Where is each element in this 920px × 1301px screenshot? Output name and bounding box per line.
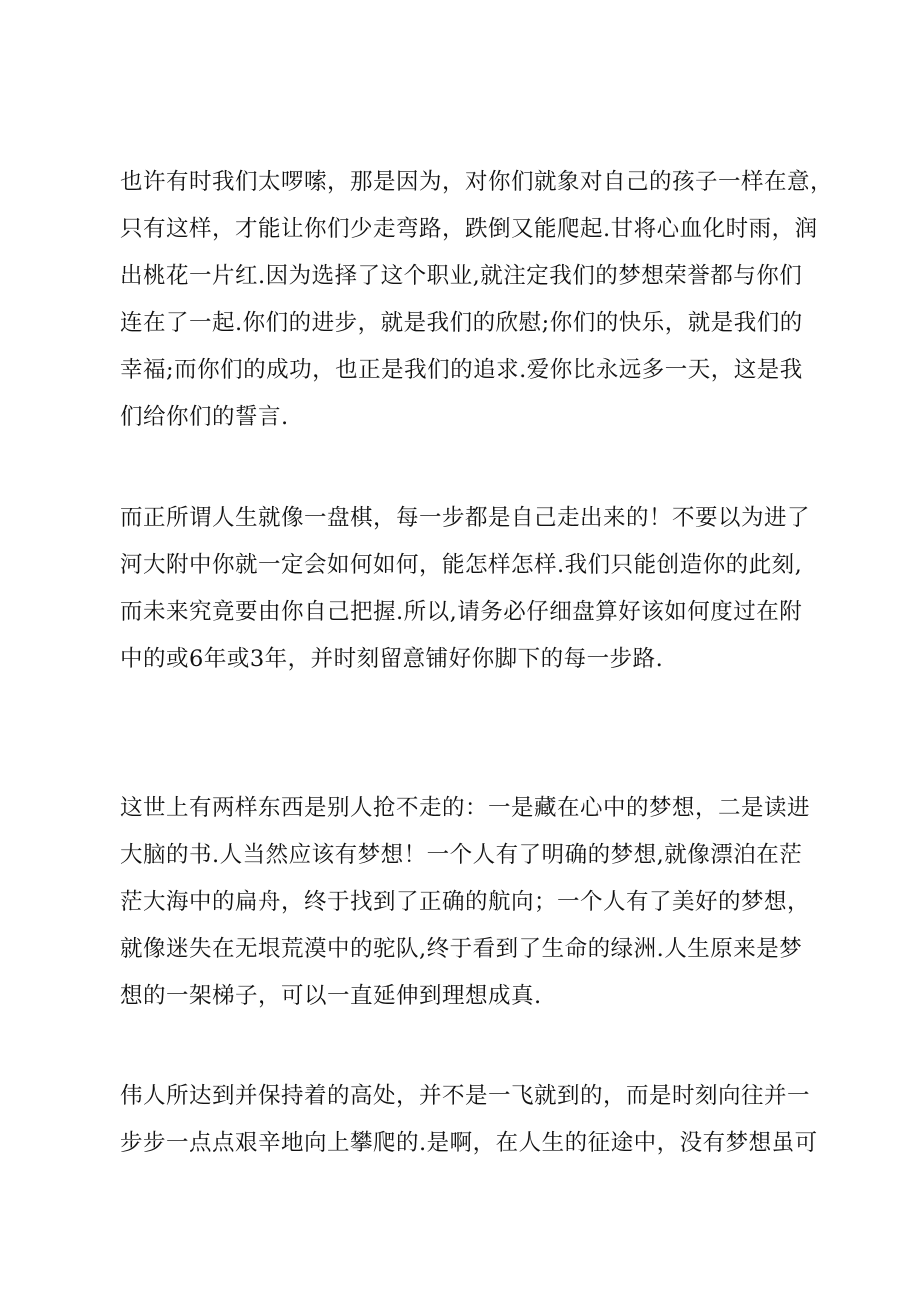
paragraph-4 bbox=[120, 1073, 820, 1167]
paragraph-3 bbox=[120, 785, 820, 1020]
paragraph-line: 而正所谓人生就像一盘棋，每一步都是自己走出来的！不要以为进了 bbox=[120, 505, 811, 531]
paragraph-1 bbox=[120, 159, 834, 441]
paragraph-line: 伟人所达到并保持着的高处，并不是一飞就到的，而是时刻向往并一 bbox=[120, 1083, 811, 1109]
paragraph-line: 这世上有两样东西是别人抢不走的：一是藏在心中的梦想，二是读进 bbox=[120, 795, 811, 821]
paragraph-line: 就像迷失在无垠荒漠中的驼队,终于看到了生命的绿洲.人生原来是梦 bbox=[120, 936, 803, 962]
paragraph-line: 中的或6年或3年，并时刻留意铺好你脚下的每一步路. bbox=[120, 646, 664, 672]
paragraph-line: 而未来究竟要由你自己把握.所以,请务必仔细盘算好该如何度过在附 bbox=[120, 599, 803, 625]
paragraph-line: 只有这样，才能让你们少走弯路，跌倒又能爬起.甘将心血化时雨，润 bbox=[120, 216, 818, 242]
paragraph-line: 茫大海中的扁舟，终于找到了正确的航向；一个人有了美好的梦想， bbox=[120, 889, 811, 915]
paragraph-line: 幸福;而你们的成功，也正是我们的追求.爱你比永远多一天，这是我 bbox=[120, 357, 803, 383]
paragraph-line: 河大附中你就一定会如何如何，能怎样怎样.我们只能创造你的此刻, bbox=[120, 552, 803, 578]
paragraph-2 bbox=[120, 495, 820, 683]
paragraph-line: 也许有时我们太啰嗦，那是因为，对你们就象对自己的孩子一样在意， bbox=[120, 169, 834, 195]
paragraph-line: 们给你们的誓言. bbox=[120, 404, 289, 430]
paragraph-line: 大脑的书.人当然应该有梦想！一个人有了明确的梦想,就像漂泊在茫 bbox=[120, 842, 803, 868]
paragraph-line: 出桃花一片红.因为选择了这个职业,就注定我们的梦想荣誉都与你们 bbox=[120, 263, 803, 289]
paragraph-line: 想的一架梯子，可以一直延伸到理想成真. bbox=[120, 983, 542, 1009]
paragraph-line: 步步一点点艰辛地向上攀爬的.是啊，在人生的征途中，没有梦想虽可 bbox=[120, 1130, 818, 1156]
paragraph-line: 连在了一起.你们的进步，就是我们的欣慰;你们的快乐，就是我们的 bbox=[120, 310, 803, 336]
